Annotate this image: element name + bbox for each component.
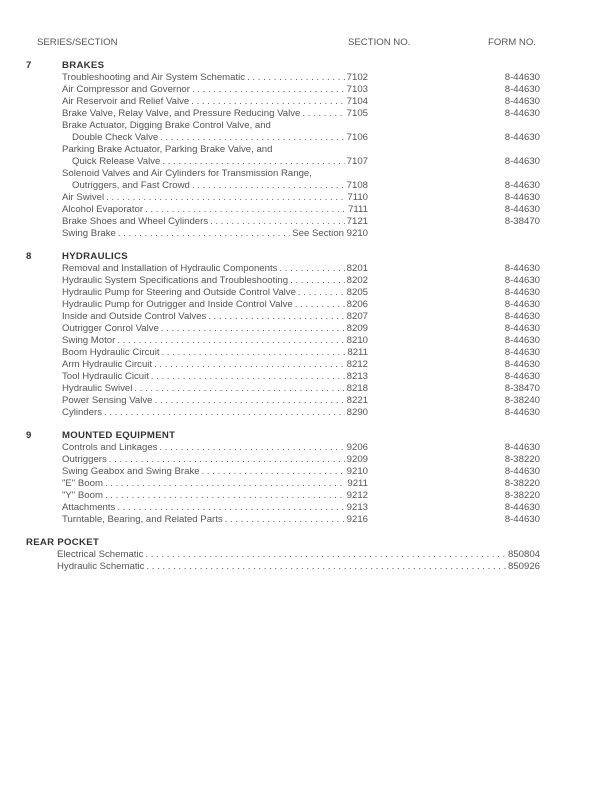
dot-leader <box>154 395 344 407</box>
toc-entry-line <box>0 228 612 240</box>
rear-pocket-heading <box>0 537 612 549</box>
series-title: BRAKES <box>62 60 105 71</box>
toc-entry-line <box>0 395 612 407</box>
section-number: 8211 <box>347 347 368 358</box>
entry-text <box>62 478 368 490</box>
dot-leader <box>247 72 345 84</box>
dot-leader <box>134 383 344 395</box>
dot-leader <box>192 180 345 192</box>
section-number: 7103 <box>346 84 368 95</box>
entry-text <box>62 323 368 335</box>
series-number: 8 <box>26 251 32 262</box>
entry-text <box>62 168 368 180</box>
rear-pocket-section <box>0 537 612 573</box>
dot-leader <box>279 263 344 275</box>
entry-title: Parking Brake Actuator, Parking Brake Valve, and <box>62 144 273 155</box>
entry-title: Hydraulic Pump for Steering and Outside Control Valve <box>62 287 296 298</box>
section-number: 7121 <box>346 216 368 227</box>
toc-entry-line <box>0 442 612 454</box>
entry-title: Cylinders <box>62 407 102 418</box>
section-number: 7104 <box>346 96 368 107</box>
entry-title: Brake Shoes and Wheel Cylinders <box>62 216 209 227</box>
dot-leader <box>154 359 345 371</box>
entry-text <box>62 454 368 466</box>
entry-text <box>62 347 368 359</box>
entry-title: Solenoid Valves and Air Cylinders for Transmission Range, <box>62 168 312 179</box>
series-number: 7 <box>26 60 32 71</box>
table-of-contents <box>0 60 612 584</box>
entry-title: Swing Brake <box>62 228 116 239</box>
section-number: 9210 <box>346 466 368 477</box>
form-number: 8-44630 <box>504 335 540 346</box>
entry-text <box>62 144 368 156</box>
toc-entry-line <box>0 323 612 335</box>
toc-entry-line <box>0 132 612 144</box>
toc-entry-line <box>0 287 612 299</box>
entry-title: "E" Boom <box>62 478 103 489</box>
form-number: 8-44630 <box>504 204 540 215</box>
entry-title: Air Reservoir and Relief Valve <box>62 96 190 107</box>
entry-title: Hydraulic Pump for Outrigger and Inside Control Valve <box>62 299 293 310</box>
toc-entry-line <box>0 299 612 311</box>
form-number: 8-44630 <box>504 466 540 477</box>
rear-pocket-entry <box>0 561 612 573</box>
entry-title: Inside and Outside Control Valves <box>62 311 207 322</box>
entry-text <box>62 275 368 287</box>
section-number: 8205 <box>346 287 368 298</box>
section-number: 9213 <box>346 502 368 513</box>
section-number: 8221 <box>346 395 368 406</box>
column-header-section-no: SECTION NO. <box>348 37 411 48</box>
entry-title: Brake Valve, Relay Valve, and Pressure Reducing Valve <box>62 108 301 119</box>
dot-leader <box>160 132 344 144</box>
form-number: 8-44630 <box>504 84 540 95</box>
dot-leader <box>104 407 345 419</box>
series-title: HYDRAULICS <box>62 251 128 262</box>
section-number: 7106 <box>346 132 368 143</box>
section-number: 7105 <box>346 108 368 119</box>
form-number: 8-44630 <box>504 96 540 107</box>
toc-entry-line <box>0 84 612 96</box>
form-number: 8-38220 <box>504 454 540 465</box>
form-number: 8-44630 <box>504 132 540 143</box>
toc-entry-line <box>0 347 612 359</box>
series-section <box>0 430 612 526</box>
toc-entry-line <box>0 263 612 275</box>
form-number: 8-44630 <box>504 287 540 298</box>
entry-text <box>62 228 368 240</box>
entry-title: Attachments <box>62 502 116 513</box>
toc-entry-line <box>0 192 612 204</box>
entry-text <box>62 514 368 526</box>
rear-pocket-entry <box>0 549 612 561</box>
entry-text <box>62 311 368 323</box>
section-number: 7111 <box>348 204 368 215</box>
form-number: 8-38470 <box>504 383 540 394</box>
section-number: 8202 <box>346 275 368 286</box>
form-number: 8-44630 <box>504 347 540 358</box>
entry-text <box>57 549 540 561</box>
form-number: 8-44630 <box>504 514 540 525</box>
form-number: 8-38220 <box>504 490 540 501</box>
drawing-number: 850804 <box>507 549 540 560</box>
entry-text <box>62 72 368 84</box>
toc-entry-line <box>0 216 612 228</box>
entry-title: Hydraulic Swivel <box>62 383 133 394</box>
dot-leader <box>225 514 345 526</box>
series-section <box>0 60 612 240</box>
entry-title: Power Sensing Valve <box>62 395 153 406</box>
column-header-form-no: FORM NO. <box>488 37 536 48</box>
dot-leader <box>191 96 344 108</box>
entry-title: Controls and Linkages <box>62 442 158 453</box>
section-number: 8290 <box>346 407 368 418</box>
entry-title: Air Compressor and Governor <box>62 84 190 95</box>
section-number: 9216 <box>346 514 368 525</box>
dot-leader <box>162 156 344 168</box>
dot-leader <box>162 347 346 359</box>
entry-title: Alcohol Evaporator <box>62 204 144 215</box>
section-number: 9206 <box>346 442 368 453</box>
dot-leader <box>290 275 345 287</box>
entry-text <box>62 84 368 96</box>
dot-leader <box>105 478 345 490</box>
entry-title: Turntable, Bearing, and Related Parts <box>62 514 223 525</box>
dot-leader <box>118 228 290 240</box>
entry-title: Quick Release Valve <box>72 156 161 167</box>
section-number: 8201 <box>346 263 368 274</box>
toc-entry-line <box>0 466 612 478</box>
section-number: 9212 <box>346 490 368 501</box>
form-number: 8-38220 <box>504 478 540 489</box>
entry-text <box>62 263 368 275</box>
dot-leader <box>159 442 344 454</box>
entry-text <box>62 108 368 120</box>
entry-text <box>62 383 368 395</box>
entry-text <box>72 180 368 192</box>
entry-text <box>62 192 368 204</box>
rear-pocket-title: REAR POCKET <box>26 537 100 548</box>
section-number: 8218 <box>346 383 368 394</box>
entry-text <box>62 216 368 228</box>
dot-leader <box>192 84 345 96</box>
series-section <box>0 251 612 419</box>
section-number: 8209 <box>346 323 368 334</box>
entry-title: "Y" Boom <box>62 490 103 501</box>
form-number: 8-44630 <box>504 275 540 286</box>
section-number: 8210 <box>346 335 368 346</box>
form-number: 8-44630 <box>504 156 540 167</box>
section-number: 8206 <box>346 299 368 310</box>
section-number: 7108 <box>346 180 368 191</box>
entry-text <box>57 561 540 573</box>
toc-entry-line <box>0 335 612 347</box>
entry-text <box>62 466 368 478</box>
entry-text <box>72 156 368 168</box>
entry-text <box>62 490 368 502</box>
dot-leader <box>161 323 345 335</box>
form-number: 8-38240 <box>504 395 540 406</box>
toc-entry-line <box>0 108 612 120</box>
dot-leader <box>145 549 506 561</box>
toc-entry-line <box>0 359 612 371</box>
dot-leader <box>117 335 344 347</box>
section-number: 9209 <box>346 454 368 465</box>
dot-leader <box>146 561 506 573</box>
form-number: 8-44630 <box>504 263 540 274</box>
entry-text <box>62 407 368 419</box>
entry-title: Removal and Installation of Hydraulic Components <box>62 263 278 274</box>
dot-leader <box>208 311 344 323</box>
form-number: 8-44630 <box>504 72 540 83</box>
entry-title: Boom Hydraulic Circuit <box>62 347 160 358</box>
section-number: 8213 <box>346 371 368 382</box>
toc-entry-line <box>0 407 612 419</box>
section-number: 7102 <box>346 72 368 83</box>
entry-title: Double Check Valve <box>72 132 159 143</box>
section-number: See Section 9210 <box>292 228 368 239</box>
toc-entry-line <box>0 204 612 216</box>
toc-entry-line <box>0 478 612 490</box>
column-header-series-section: SERIES/SECTION <box>37 37 118 48</box>
entry-text <box>62 299 368 311</box>
form-number: 8-44630 <box>504 407 540 418</box>
dot-leader <box>202 466 345 478</box>
form-number: 8-44630 <box>504 371 540 382</box>
section-number: 8212 <box>346 359 368 370</box>
entry-text <box>62 442 368 454</box>
entry-title: Air Swivel <box>62 192 105 203</box>
toc-entry-line <box>0 96 612 108</box>
dot-leader <box>117 502 344 514</box>
form-number: 8-44630 <box>504 311 540 322</box>
form-number: 8-44630 <box>504 442 540 453</box>
form-number: 8-44630 <box>504 502 540 513</box>
entry-title: Electrical Schematic <box>57 549 144 560</box>
entry-title: Outriggers, and Fast Crowd <box>72 180 190 191</box>
series-number: 9 <box>26 430 32 441</box>
dot-leader <box>145 204 346 216</box>
dot-leader <box>109 454 345 466</box>
form-number: 8-38470 <box>504 216 540 227</box>
entry-text <box>62 120 368 132</box>
section-number: 7110 <box>347 192 368 203</box>
entry-title: Tool Hydraulic Cicuit <box>62 371 149 382</box>
toc-entry-line <box>0 180 612 192</box>
form-number: 8-44630 <box>504 192 540 203</box>
toc-entry-line <box>0 490 612 502</box>
entry-title: Swing Motor <box>62 335 116 346</box>
section-number: 7107 <box>346 156 368 167</box>
toc-entry-line <box>0 514 612 526</box>
entry-text <box>62 371 368 383</box>
entry-title: Outriggers <box>62 454 107 465</box>
drawing-number: 850926 <box>507 561 540 572</box>
dot-leader <box>105 490 345 502</box>
entry-title: Arm Hydraulic Circuit <box>62 359 153 370</box>
dot-leader <box>302 108 344 120</box>
section-heading <box>0 251 612 263</box>
entry-text <box>62 204 368 216</box>
toc-entry-line <box>0 144 612 156</box>
toc-entry-line <box>0 371 612 383</box>
entry-text <box>62 335 368 347</box>
form-number: 8-44630 <box>504 359 540 370</box>
entry-text <box>62 395 368 407</box>
entry-text <box>62 96 368 108</box>
form-number: 8-44630 <box>504 180 540 191</box>
toc-entry-line <box>0 311 612 323</box>
dot-leader <box>210 216 345 228</box>
entry-text <box>72 132 368 144</box>
toc-entry-line <box>0 454 612 466</box>
form-number: 8-44630 <box>504 108 540 119</box>
toc-entry-line <box>0 502 612 514</box>
toc-entry-line <box>0 156 612 168</box>
dot-leader <box>151 371 345 383</box>
form-number: 8-44630 <box>504 299 540 310</box>
section-number: 8207 <box>346 311 368 322</box>
section-heading <box>0 430 612 442</box>
toc-entry-line <box>0 168 612 180</box>
dot-leader <box>295 299 345 311</box>
entry-text <box>62 359 368 371</box>
section-number: 9211 <box>347 478 368 489</box>
series-title: MOUNTED EQUIPMENT <box>62 430 176 441</box>
section-heading <box>0 60 612 72</box>
dot-leader <box>106 192 345 204</box>
entry-title: Troubleshooting and Air System Schematic <box>62 72 246 83</box>
form-number: 8-44630 <box>504 323 540 334</box>
toc-entry-line <box>0 275 612 287</box>
toc-entry-line <box>0 120 612 132</box>
entry-title: Brake Actuator, Digging Brake Control Valve, and <box>62 120 271 131</box>
toc-entry-line <box>0 72 612 84</box>
entry-title: Outrigger Conrol Valve <box>62 323 159 334</box>
entry-text <box>62 502 368 514</box>
entry-title: Swing Geabox and Swing Brake <box>62 466 200 477</box>
entry-title: Hydraulic System Specifications and Troubleshooting <box>62 275 289 286</box>
entry-text <box>62 287 368 299</box>
dot-leader <box>298 287 345 299</box>
entry-title: Hydraulic Schematic <box>57 561 145 572</box>
toc-entry-line <box>0 383 612 395</box>
